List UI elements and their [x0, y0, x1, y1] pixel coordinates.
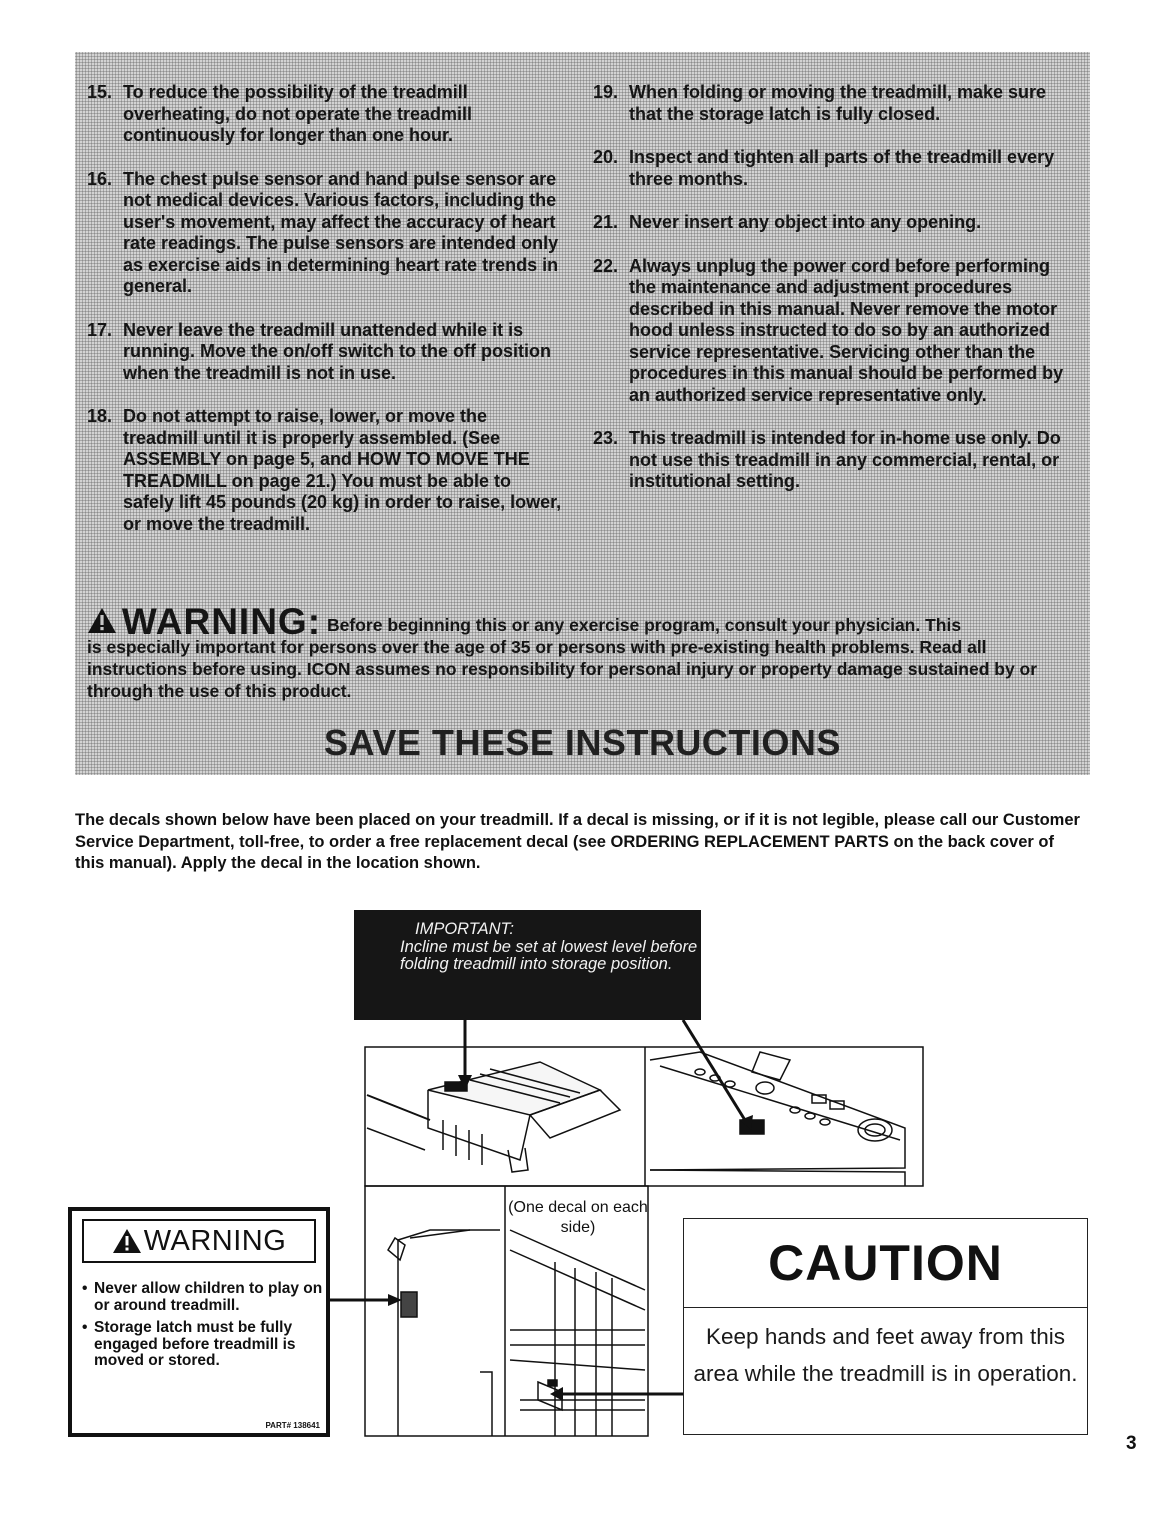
save-instructions-heading: SAVE THESE INSTRUCTIONS: [324, 722, 841, 763]
page-number: 3: [1126, 1433, 1137, 1454]
safety-item: 20. Inspect and tighten all parts of the treadmill every three months.: [593, 147, 1055, 189]
safety-item: 15. To reduce the possibility of the treadmill overheating, do not operate the treadmill continuously for longer than one hour.: [87, 82, 473, 145]
list-item: • Storage latch must be fully engaged before treadmill is moved or stored.: [82, 1319, 296, 1369]
warning-text: is especially important for persons over the age of 35 or persons with pre-existing health problems. Read all instructions before using. ICON assumes no responsibility for personal injury or property damage sustained by or through the use of this product.: [87, 637, 1038, 701]
safety-item: 19. When folding or moving the treadmill, make sure that the storage latch is fully closed.: [593, 82, 1047, 124]
list-item: • Never allow children to play on or around treadmill.: [82, 1280, 323, 1314]
caution-decal-body: Keep hands and feet away from this area while the treadmill is in operation.: [693, 1324, 1078, 1386]
warning-lead: Before beginning this or any exercise program, consult your physician. This: [327, 615, 962, 635]
part-number: PART# 138641: [265, 1421, 320, 1430]
caution-decal: [683, 1218, 1088, 1435]
safety-item: 18. Do not attempt to raise, lower, or move the treadmill until it is properly assembled. (See ASSEMBLY on page 5, and HOW TO MOVE THE TREADMILL on page 21.) You must be able to safely lift 45 pounds (20 kg) in order to raise, lower, or move the treadmill.: [87, 406, 562, 534]
warning-decal-list: [82, 1281, 326, 1370]
important-decal-heading: IMPORTANT:: [415, 920, 514, 938]
caution-decal-title: CAUTION: [684, 1219, 1087, 1308]
safety-item: 22. Always unplug the power cord before performing the maintenance and adjustment procedures described in this manual. Never remove the motor hood unless instructed to do so by an authorized service representative. Servicing other than the procedures in this manual should be performed by an authorized service representative only.: [593, 255, 1064, 405]
important-decal-body: Incline must be set at lowest level before folding treadmill into storage position.: [400, 937, 698, 973]
safety-item: 16. The chest pulse sensor and hand pulse sensor are not medical devices. Various factors, including the user's movement, may affect the accuracy of heart rate readings. The pulse sensors are intended only as exercise aids in determining heart rate trends in general.: [87, 168, 559, 296]
safety-item: 23. This treadmill is intended for in-home use only. Do not use this treadmill in any commercial, rental, or institutional setting.: [593, 428, 1061, 491]
warning-decal-title: WARNING: [82, 1219, 316, 1263]
important-decal: [354, 910, 701, 1020]
warning-triangle-icon: [112, 1228, 142, 1254]
decal-note: (One decal on each side): [508, 1199, 648, 1236]
warning-label: WARNING:: [121, 601, 322, 642]
warning-decal: [68, 1207, 330, 1437]
safety-item: 17. Never leave the treadmill unattended while it is running. Move the on/off switch to the off position when the treadmill is not in use.: [87, 319, 551, 383]
safety-item: 21. Never insert any object into any opening.: [593, 212, 982, 232]
decals-intro-text: The decals shown below have been placed on your treadmill. If a decal is missing, or if it is not legible, please call our Customer Service Department, toll-free, to order a free replacement decal (see ORDERING REPLACEMENT PARTS on the back cover of this manual). Apply the decal in the location shown.: [75, 811, 1080, 872]
